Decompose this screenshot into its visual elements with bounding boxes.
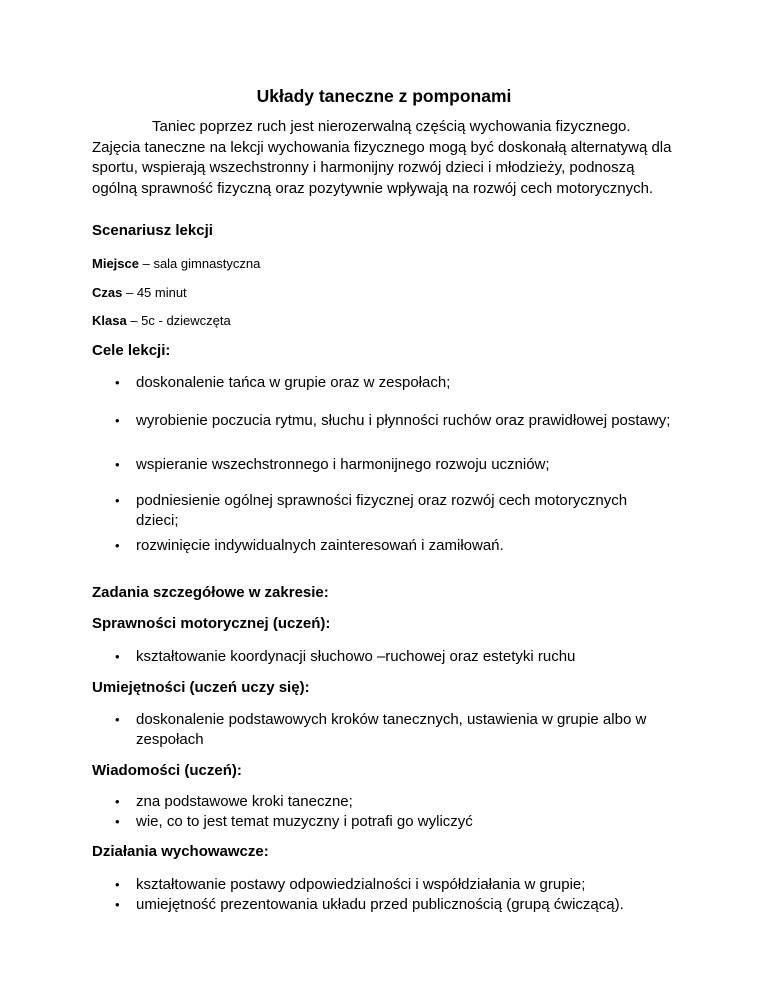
bullet-icon: • <box>115 794 120 809</box>
list-item: • wyrobienie poczucia rytmu, słuchu i płynności ruchów oraz prawidłowej postawy; <box>115 412 671 429</box>
class-line <box>92 313 231 328</box>
time-label: Czas <box>92 285 123 300</box>
knowledge-list <box>92 792 682 832</box>
list-item: • doskonalenie tańca w grupie oraz w zespołach; <box>115 374 451 391</box>
edu-heading: Działania wychowawcze: <box>92 843 269 860</box>
time-value: – 45 minut <box>122 285 187 300</box>
bullet-icon: • <box>115 877 120 892</box>
edu-list <box>92 875 682 915</box>
motor-heading: Sprawności motorycznej (uczeń): <box>92 615 331 632</box>
goals-list <box>92 411 682 431</box>
goals-list <box>92 536 682 556</box>
intro-paragraph <box>92 117 682 199</box>
tasks-heading: Zadania szczegółowe w zakresie: <box>92 584 329 601</box>
place-value: – sala gimnastyczna <box>138 256 261 271</box>
list-item: • rozwinięcie indywidualnych zainteresowań i zamiłowań. <box>115 537 504 554</box>
bullet-icon: • <box>115 413 120 428</box>
motor-list <box>92 647 682 667</box>
list-item: • podniesienie ogólnej sprawności fizycznej oraz rozwój cech motorycznych dzieci; <box>115 492 628 529</box>
scenario-heading: Scenariusz lekcji <box>92 222 213 239</box>
goals-list <box>92 373 682 393</box>
list-item: • doskonalenie podstawowych kroków tanecznych, ustawienia w grupie albo w zespołach <box>115 711 647 748</box>
bullet-icon: • <box>115 649 120 664</box>
goals-list <box>92 491 652 531</box>
skills-heading: Umiejętności (uczeń uczy się): <box>92 679 310 696</box>
class-label: Klasa <box>92 313 127 328</box>
list-item: • zna podstawowe kroki taneczne; <box>115 793 353 810</box>
class-value: – 5c - dziewczęta <box>126 313 231 328</box>
intro-text: Taniec poprzez ruch jest nierozerwalną częścią wychowania fizycznego. Zajęcia taneczne na lekcji wychowania fizycznego mogą być doskonałą alternatywą dla sportu, wspierają wszechstronny i harmonijny rozwój dzieci i młodzieży, podnoszą ogólną sprawność fizyczną oraz pozytywnie wpływają na rozwój cech motorycznych. <box>92 118 672 197</box>
skills-list <box>92 710 652 750</box>
list-item: • kształtowanie koordynacji słuchowo –ruchowej oraz estetyki ruchu <box>115 648 576 665</box>
list-item: • umiejętność prezentowania układu przed publicznością (grupą ćwiczącą). <box>115 896 624 913</box>
bullet-icon: • <box>115 538 120 553</box>
bullet-icon: • <box>115 712 120 727</box>
list-item: • kształtowanie postawy odpowiedzialności i współdziałania w grupie; <box>115 876 586 893</box>
bullet-icon: • <box>115 897 120 912</box>
list-item: • wspieranie wszechstronnego i harmonijnego rozwoju uczniów; <box>115 456 550 473</box>
bullet-icon: • <box>115 457 120 472</box>
time-line <box>92 285 187 300</box>
list-item: • wie, co to jest temat muzyczny i potrafi go wyliczyć <box>115 813 473 830</box>
place-line <box>92 256 260 271</box>
goals-list <box>92 455 682 475</box>
bullet-icon: • <box>115 375 120 390</box>
bullet-icon: • <box>115 493 120 508</box>
bullet-icon: • <box>115 814 120 829</box>
goals-heading: Cele lekcji: <box>92 342 171 359</box>
knowledge-heading: Wiadomości (uczeń): <box>92 762 242 779</box>
place-label: Miejsce <box>92 256 139 271</box>
document-title: Układy taneczne z pomponami <box>256 86 512 106</box>
